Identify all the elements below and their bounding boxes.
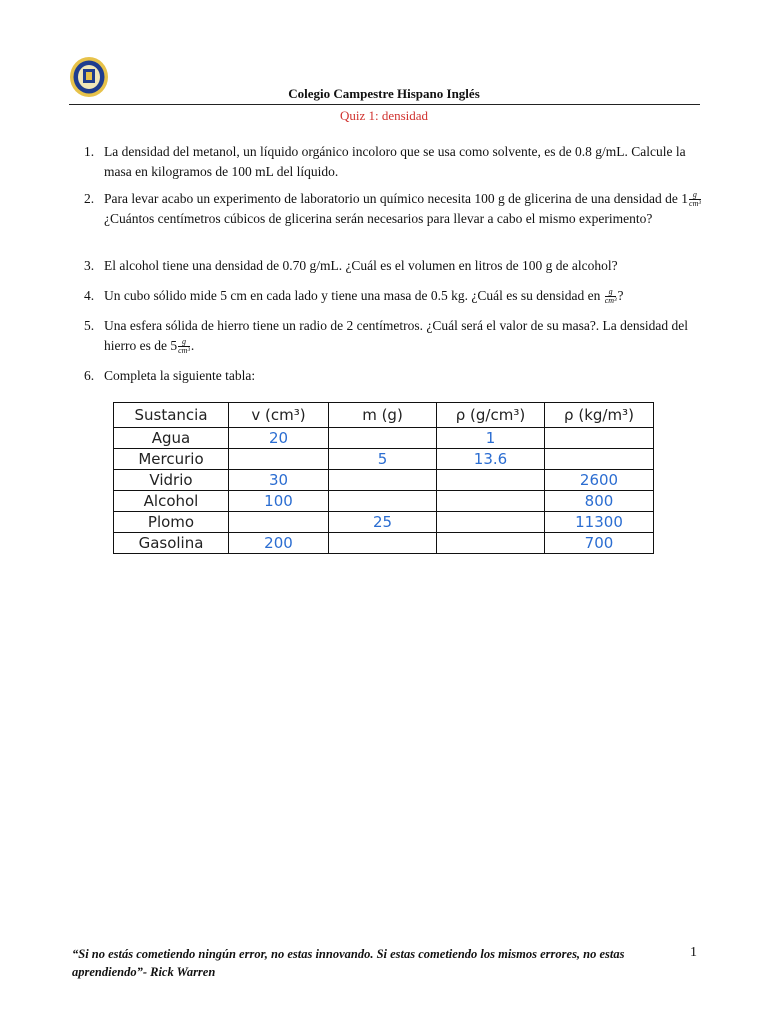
substance-cell: Vidrio bbox=[114, 470, 229, 491]
density-gcm3-cell: 13.6 bbox=[437, 449, 545, 470]
question-5 bbox=[84, 316, 702, 356]
question-text bbox=[104, 286, 702, 306]
table-header-row bbox=[114, 403, 654, 428]
page-number: 1 bbox=[690, 945, 697, 960]
density-kgm3-cell: 11300 bbox=[545, 512, 654, 533]
substance-cell: Plomo bbox=[114, 512, 229, 533]
fraction-denominator: cm³ bbox=[178, 346, 190, 356]
question-text-part: Completa la siguiente tabla: bbox=[104, 368, 256, 383]
substance-cell: Alcohol bbox=[114, 491, 229, 512]
volume-cell: 20 bbox=[229, 428, 329, 449]
density-gcm3-cell bbox=[437, 512, 545, 533]
volume-cell bbox=[229, 512, 329, 533]
density-gcm3-cell bbox=[437, 491, 545, 512]
question-text bbox=[104, 189, 702, 229]
question-text-part: El alcohol tiene una densidad de 0.70 g/mL. ¿Cuál es el volumen en litros de 100 g de alcohol? bbox=[104, 258, 618, 273]
substance-cell: Agua bbox=[114, 428, 229, 449]
fraction-denominator: cm³ bbox=[604, 296, 617, 306]
density-kgm3-cell bbox=[545, 449, 654, 470]
table-row bbox=[114, 512, 654, 533]
column-header: ρ (g/cm³) bbox=[437, 403, 545, 428]
school-name: Colegio Campestre Hispano Inglés bbox=[288, 86, 480, 101]
question-text bbox=[104, 366, 702, 386]
table-row bbox=[114, 428, 654, 449]
table-row bbox=[114, 449, 654, 470]
footer-quote: “Si no estás cometiendo ningún error, no estas innovando. Si estas cometiendo los mismos errores, no estas aprendiendo”- Rick Warren bbox=[72, 947, 625, 979]
density-gcm3-cell bbox=[437, 470, 545, 491]
question-text-part: La densidad del metanol, un líquido orgánico incoloro que se usa como solvente, es de 0.8 g/mL. Calcule la masa en kilogramos de 100 mL del líquido. bbox=[104, 144, 686, 179]
question-text-part: Un cubo sólido mide 5 cm en cada lado y tiene una masa de 0.5 kg. ¿Cuál es su densidad en bbox=[104, 288, 604, 303]
mass-cell bbox=[329, 533, 437, 554]
fraction-denominator: cm³ bbox=[689, 199, 701, 209]
question-6 bbox=[84, 366, 702, 386]
volume-cell: 200 bbox=[229, 533, 329, 554]
column-header: v (cm³) bbox=[229, 403, 329, 428]
table-row bbox=[114, 491, 654, 512]
question-text bbox=[104, 316, 702, 356]
fraction-g-cm3 bbox=[689, 191, 701, 208]
question-text-part: ¿Cuántos centímetros cúbicos de glicerina serán necesarios para llevar a cabo el mismo experimento? bbox=[104, 211, 653, 226]
mass-cell bbox=[329, 428, 437, 449]
header-rule bbox=[69, 104, 700, 105]
density-table bbox=[113, 402, 653, 552]
question-number: 1. bbox=[84, 144, 95, 159]
table-row bbox=[114, 470, 654, 491]
fraction-g-cm3 bbox=[178, 338, 190, 355]
question-1 bbox=[84, 142, 702, 182]
volume-cell bbox=[229, 449, 329, 470]
fraction-g-cm3 bbox=[605, 288, 617, 305]
question-2 bbox=[84, 189, 702, 229]
fraction-numerator: g bbox=[605, 288, 617, 297]
question-number: 5. bbox=[84, 318, 95, 333]
mass-cell bbox=[329, 491, 437, 512]
density-kgm3-cell bbox=[545, 428, 654, 449]
question-4 bbox=[84, 286, 702, 306]
fraction-numerator: g bbox=[178, 338, 190, 347]
question-text bbox=[104, 142, 702, 182]
fraction-numerator: g bbox=[689, 191, 701, 200]
density-gcm3-cell: 1 bbox=[437, 428, 545, 449]
question-text-part: . bbox=[190, 338, 195, 353]
volume-cell: 100 bbox=[229, 491, 329, 512]
question-3 bbox=[84, 256, 702, 276]
table-row bbox=[114, 533, 654, 554]
mass-cell bbox=[329, 470, 437, 491]
question-text-part: Para levar acabo un experimento de laboratorio un químico necesita 100 g de glicerina de una densidad de 1 bbox=[104, 191, 689, 206]
density-kgm3-cell: 800 bbox=[545, 491, 654, 512]
substance-cell: Gasolina bbox=[114, 533, 229, 554]
volume-cell: 30 bbox=[229, 470, 329, 491]
density-kgm3-cell: 2600 bbox=[545, 470, 654, 491]
question-number: 6. bbox=[84, 368, 95, 383]
substance-cell: Mercurio bbox=[114, 449, 229, 470]
quiz-title: Quiz 1: densidad bbox=[339, 108, 429, 123]
question-text bbox=[104, 256, 702, 276]
mass-cell: 25 bbox=[329, 512, 437, 533]
question-number: 4. bbox=[84, 288, 95, 303]
density-kgm3-cell: 700 bbox=[545, 533, 654, 554]
question-number: 2. bbox=[84, 191, 95, 206]
column-header: m (g) bbox=[329, 403, 437, 428]
column-header: Sustancia bbox=[114, 403, 229, 428]
column-header: ρ (kg/m³) bbox=[545, 403, 654, 428]
question-text-part: ? bbox=[617, 288, 624, 303]
mass-cell: 5 bbox=[329, 449, 437, 470]
density-gcm3-cell bbox=[437, 533, 545, 554]
question-number: 3. bbox=[84, 258, 95, 273]
question-text-part: Una esfera sólida de hierro tiene un radio de 2 centímetros. ¿Cuál será el valor de su masa?. La densidad del hierro es de 5 bbox=[104, 318, 689, 353]
